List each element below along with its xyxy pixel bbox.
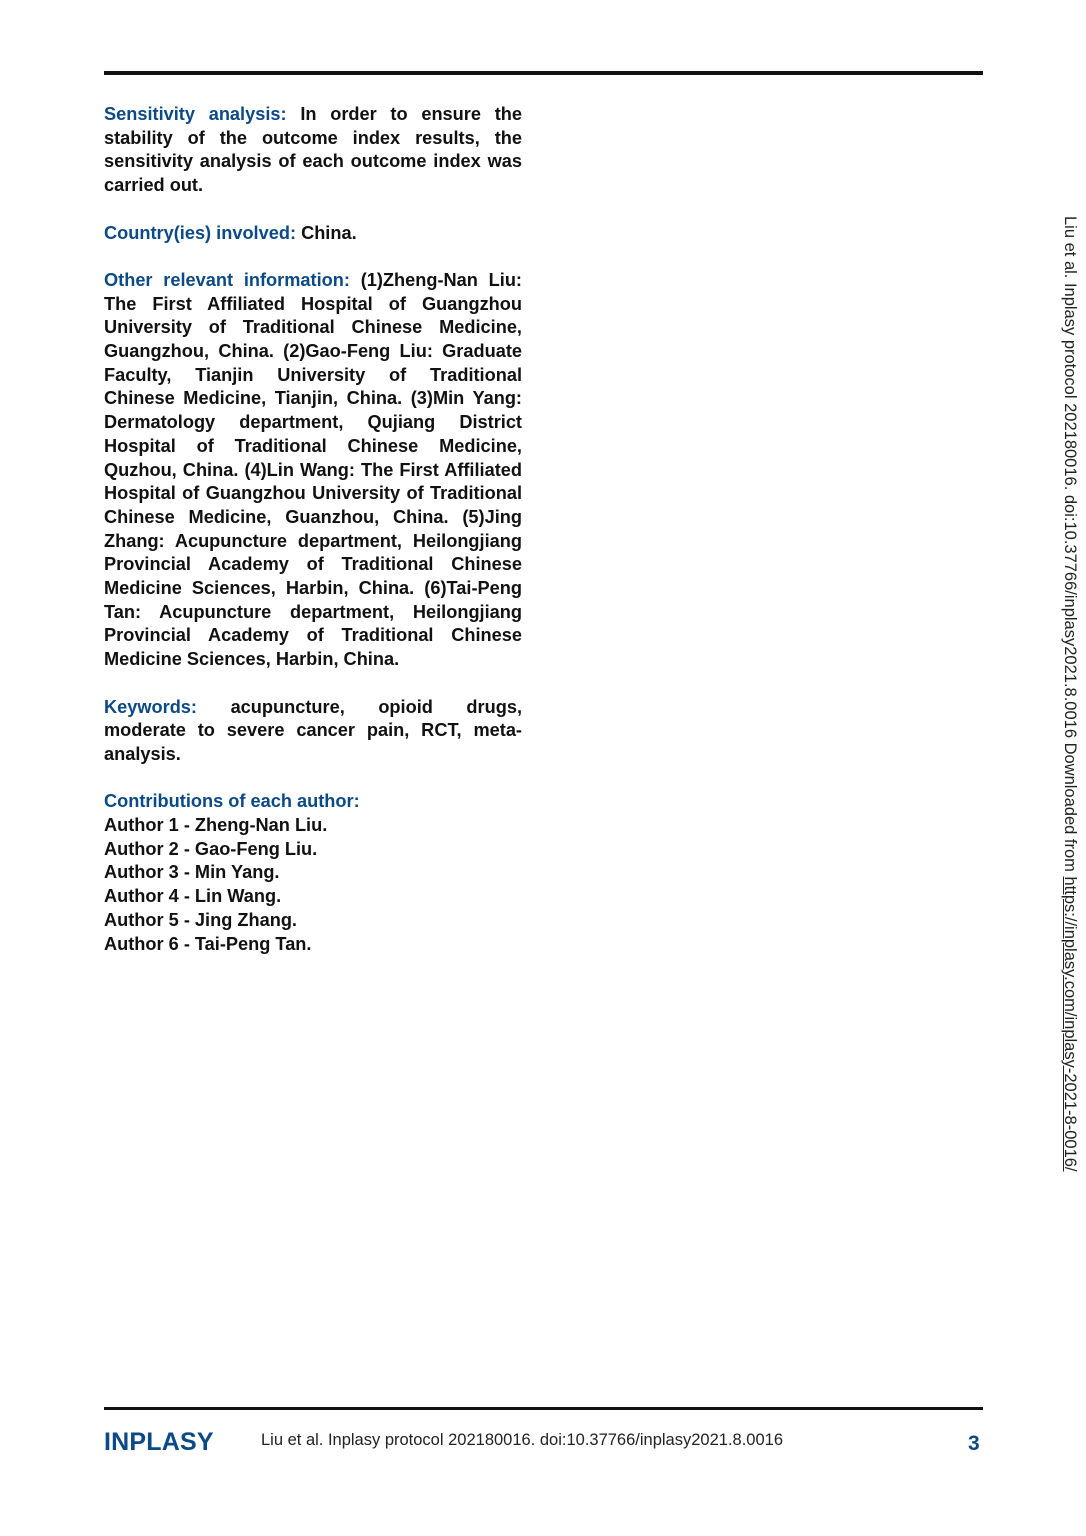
author-item: Author 5 - Jing Zhang. <box>104 909 297 930</box>
contributions-section <box>104 790 522 956</box>
countries-label: Country(ies) involved: <box>104 222 296 243</box>
side-watermark-link[interactable]: https://inplasy.com/inplasy-2021-8-0016/ <box>1061 876 1079 1172</box>
sensitivity-analysis-paragraph <box>104 103 522 198</box>
author-list <box>104 814 522 956</box>
footer-rule <box>104 1407 983 1410</box>
footer-brand-logo: INPLASY <box>104 1428 214 1456</box>
keywords-label: Keywords: <box>104 696 197 717</box>
author-item: Author 4 - Lin Wang. <box>104 886 282 907</box>
footer-citation: Liu et al. Inplasy protocol 202180016. doi:10.37766/inplasy2021.8.0016 <box>261 1431 783 1449</box>
main-column <box>104 103 522 956</box>
sensitivity-analysis-text: In order to ensure the stability of the outcome index results, the sensitivity analysis of each outcome index was carried out. <box>104 104 522 196</box>
other-info-text: (1)Zheng-Nan Liu: The First Affiliated Hospital of Guangzhou University of Traditional Chinese Medicine, Guangzhou, China. (2)Gao-Feng Liu: Graduate Faculty, Tianjin University of Traditional Chinese Medicine, Tianjin, China. (3)Min Yang: Dermatology department, Qujiang District Hospital of Traditional Chinese Medicine, Quzhou, China. (4)Lin Wang: The First Affiliated Hospital of Guangzhou University of Traditional Chinese Medicine, Guanzhou, China. (5)Jing Zhang: Acupuncture department, Heilongjiang Provincial Academy of Traditional Chinese Medicine Sciences, Harbin, China. (6)Tai-Peng Tan: Acupuncture department, Heilongjiang Provincial Academy of Traditional Chinese Medicine Sciences, Harbin, China. <box>104 269 522 670</box>
other-info-label: Other relevant information: <box>104 269 350 290</box>
side-watermark <box>1059 216 1081 1294</box>
countries-text: China. <box>301 222 357 243</box>
countries-paragraph <box>104 222 522 246</box>
page-number: 3 <box>968 1432 980 1455</box>
author-item: Author 3 - Min Yang. <box>104 862 280 883</box>
keywords-paragraph <box>104 696 522 767</box>
sensitivity-analysis-label: Sensitivity analysis: <box>104 104 287 124</box>
author-item: Author 1 - Zheng-Nan Liu. <box>104 815 328 836</box>
keywords-text: acupuncture, opioid drugs, moderate to severe cancer pain, RCT, meta-analysis. <box>104 696 523 764</box>
author-item: Author 2 - Gao-Feng Liu. <box>104 838 318 859</box>
author-item: Author 6 - Tai-Peng Tan. <box>104 933 312 954</box>
contributions-label: Contributions of each author: <box>104 791 360 812</box>
header-rule <box>104 71 983 75</box>
other-info-paragraph <box>104 269 522 672</box>
side-watermark-text: Liu et al. Inplasy protocol 202180016. doi:10.37766/inplasy2021.8.0016 Downloaded from <box>1061 216 1079 872</box>
